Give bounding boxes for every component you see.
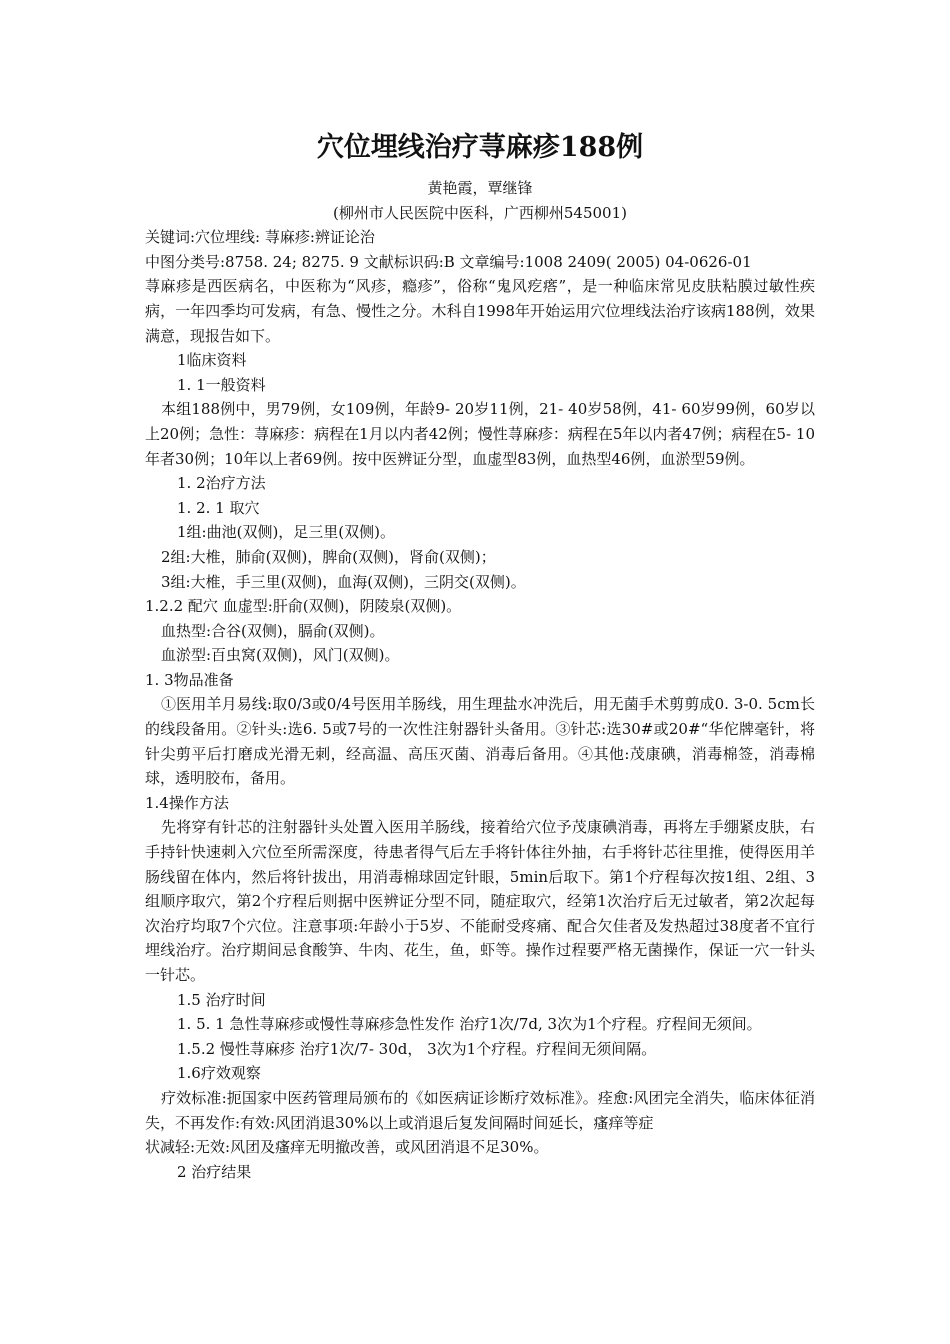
efficacy-criteria-continued: 状减轻:无效:风团及瘙痒无明撤改善，或风团消退不足30%。 bbox=[145, 1138, 549, 1157]
section-heading-1-5: 1.5 治疗时间 bbox=[177, 990, 266, 1009]
classification-line: 中图分类号:8758. 24; 8275. 9 文献标识码:B 文章编号:1008 2409( 2005) 04-0626-01 bbox=[145, 252, 752, 271]
acupoint-group-3: 3组:大椎，手三里(双侧)，血海(双侧)，三阴交(双侧)。 bbox=[161, 572, 526, 591]
materials-paragraph: ①医用羊月易线:取0/3或0/4号医用羊肠线，用生理盐水冲洗后，用无菌手术剪剪成0. 3-0. 5cm长的线段备用。②针头:选6. 5或7号的一次性注射器针头备用。③针芯:选30#或20#“华佗牌毫针，将针尖剪平后打磨成光滑无刺，经高温、高压灭菌、消毒后备用。④其他:茂康碘，消毒棉签，消毒棉球，透明胶布，备用。 bbox=[145, 695, 815, 788]
affiliation: (柳州市人民医院中医科，广西柳州545001) bbox=[333, 203, 627, 222]
keywords: 关键词:穴位埋线: 荨麻疹:辨证论治 bbox=[145, 228, 375, 247]
treatment-time-acute: 1. 5. 1 急性荨麻疹或慢性荨麻疹急性发作 治疗1次/7d, 3次为1个疗程。疗程间无须间。 bbox=[177, 1015, 762, 1034]
section-heading-1: 1临床资料 bbox=[177, 351, 247, 370]
authors: 黄艳霞，覃继锋 bbox=[427, 179, 533, 197]
efficacy-criteria-paragraph: 疗效标准:扼国家中医药管理局颁布的《如医病证诊断疗效标准》。痊愈:风团完全消失，临床体征消失，不再发作:有效:风团消退30%以上或消退后复发间隔时间延长，瘙痒等症 bbox=[145, 1088, 815, 1132]
section-heading-1-4: 1.4操作方法 bbox=[145, 793, 229, 812]
article-title: 穴位埋线治疗荨麻疹188例 bbox=[316, 132, 644, 163]
procedure-paragraph: 先将穿有针芯的注射器针头处置入医用羊肠线，接着给穴位予茂康碘消毒，再将左手绷紧皮肤，右手持针快速刺入穴位至所需深度，待患者得气后左手将针体往外抽，右手将针芯往里推，使得医用羊肠线留在体内，然后将针拔出，用消毒棉球固定针眼，5min后取下。第1个疗程每次按1组、2组、3组顺序取穴，第2个疗程后则据中医辨证分型不同，随症取穴，经第1次治疗后无过敏者，第2次起每次治疗均取7个穴位。注意事项:年龄小于5岁、不能耐受疼痛、配合欠佳者及发热超过38度者不宜行埋线治疗。治疗期间忌食酸笋、牛肉、花生，鱼，虾等。操作过程要严格无菌操作，保证一穴一针头一针芯。 bbox=[145, 818, 815, 984]
acupoint-group-2: 2组:大椎，肺俞(双侧)，脾俞(双侧)，肾俞(双侧)； bbox=[161, 547, 496, 566]
section-heading-2: 2 治疗结果 bbox=[177, 1162, 252, 1181]
treatment-time-chronic: 1.5.2 慢性荨麻疹 治疗1次/7- 30d， 3次为1个疗程。疗程间无须间隔。 bbox=[177, 1039, 657, 1058]
blood-stasis-points: 血淤型:百虫窝(双侧)，风门(双侧)。 bbox=[161, 646, 400, 665]
acupoint-group-1: 1组:曲池(双侧)，足三里(双侧)。 bbox=[177, 523, 396, 542]
section-heading-1-1: 1. 1一般资料 bbox=[177, 375, 266, 394]
intro-paragraph: 荨麻疹是西医病名，中医称为“风疹，瘾疹”，俗称“鬼风疙瘩”，是一种临床常见皮肤粘膜过敏性疾病，一年四季均可发病，有急、慢性之分。木科自1998年开始运用穴位埋线法治疗该病188例，效果满意，现报告如下。 bbox=[145, 277, 815, 345]
general-data-paragraph: 本组188例中，男79例，女109例，年龄9- 20岁11例，21- 40岁58例，41- 60岁99例，60岁以上20例；急性：荨麻疹：病程在1月以内者42例；慢性荨麻疹：病程在5年以内者47例；病程在5- 10年者30例；10年以上者69例。按中医辨证分型，血虚型83例，血热型46例，血淤型59例。 bbox=[145, 400, 815, 468]
article bbox=[145, 128, 815, 1184]
section-heading-1-2-1: 1. 2. 1 取穴 bbox=[177, 498, 260, 517]
section-heading-1-2-2: 1.2.2 配穴 血虚型:肝俞(双侧)，阴陵泉(双侧)。 bbox=[145, 597, 462, 616]
blood-heat-points: 血热型:合谷(双侧)，膈俞(双侧)。 bbox=[161, 621, 385, 640]
section-heading-1-2: 1. 2治疗方法 bbox=[177, 474, 266, 493]
section-heading-1-3: 1. 3物品准备 bbox=[145, 670, 234, 689]
section-heading-1-6: 1.6疗效观察 bbox=[177, 1064, 261, 1083]
